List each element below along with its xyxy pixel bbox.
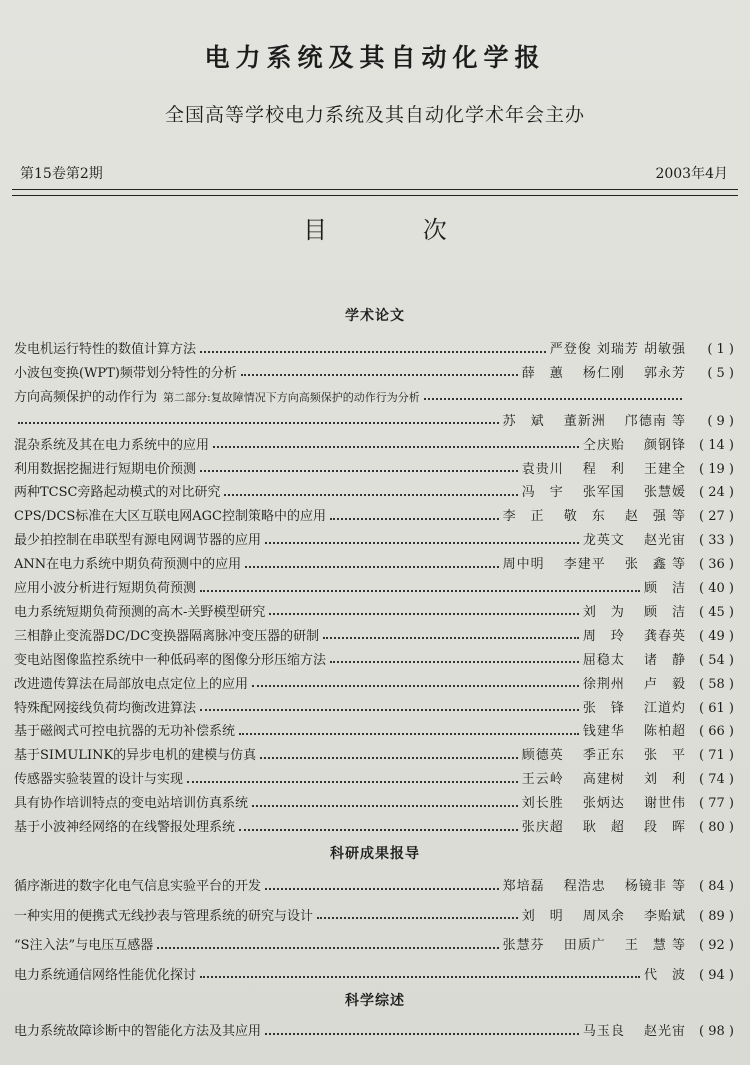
toc-entry bbox=[14, 744, 734, 765]
entry-authors: 仝庆贻 颜钢锋 bbox=[582, 437, 686, 453]
section-heading: 学术论文 bbox=[345, 308, 405, 324]
entry-page: ( 14 ) bbox=[699, 437, 734, 453]
dot-leader bbox=[18, 422, 499, 424]
dot-leader bbox=[269, 613, 578, 615]
entry-title: 具有协作培训特点的变电站培训仿真系统 bbox=[14, 796, 249, 812]
entry-title: 传感器实验装置的设计与实现 bbox=[14, 772, 184, 788]
entry-authors: 王云岭 高建树 刘 利 bbox=[521, 772, 686, 788]
entry-page: ( 92 ) bbox=[699, 938, 734, 953]
entry-authors: 张慧芬 田质广 王 慧 等 bbox=[502, 938, 686, 953]
entry-authors: 刘 明 周凤余 李贻斌 bbox=[521, 908, 686, 924]
entry-title: ANN在电力系统中期负荷预测中的应用 bbox=[14, 557, 242, 573]
toc-entry bbox=[14, 720, 734, 741]
header-rule bbox=[12, 189, 738, 190]
dot-leader bbox=[200, 470, 518, 472]
entry-page: ( 61 ) bbox=[699, 700, 734, 716]
dot-leader bbox=[200, 590, 640, 592]
journal-title: 电力系统及其自动化学报 bbox=[204, 43, 546, 72]
toc-entry bbox=[14, 816, 734, 837]
entry-page: ( 9 ) bbox=[707, 413, 734, 429]
entry-title: 利用数据挖掘进行短期电价预测 bbox=[14, 461, 197, 477]
dot-leader bbox=[317, 917, 518, 919]
dot-leader bbox=[224, 494, 517, 496]
entry-page: ( 58 ) bbox=[699, 676, 734, 692]
entry-page: ( 36 ) bbox=[699, 557, 734, 573]
entry-page: ( 33 ) bbox=[699, 533, 734, 549]
section-heading: 科学综述 bbox=[345, 993, 405, 1009]
entry-page: ( 27 ) bbox=[699, 509, 734, 525]
entry-title: 混杂系统及其在电力系统中的应用 bbox=[14, 437, 210, 453]
entry-title: 小波包变换(WPT)频带划分特性的分析 bbox=[14, 365, 237, 381]
entry-page: ( 71 ) bbox=[699, 748, 734, 764]
entry-title: 应用小波分析进行短期负荷预测 bbox=[14, 581, 197, 596]
entry-authors: 张庆超 耿 超 段 晖 bbox=[521, 820, 686, 835]
entry-title: 方向高频保护的动作行为 bbox=[14, 389, 158, 405]
toc-entry bbox=[14, 964, 734, 985]
entry-page: ( 77 ) bbox=[699, 796, 734, 812]
toc-entry bbox=[14, 529, 734, 550]
toc-entry bbox=[14, 338, 734, 359]
entry-title: 两种TCSC旁路起动模式的对比研究 bbox=[14, 485, 221, 501]
dot-leader bbox=[241, 374, 518, 376]
toc-entry bbox=[14, 410, 734, 431]
entry-page: ( 54 ) bbox=[699, 652, 734, 668]
toc-entry bbox=[14, 386, 734, 407]
entry-title: CPS/DCS标准在大区互联电网AGC控制策略中的应用 bbox=[14, 509, 326, 525]
entry-authors: 冯 宇 张军国 张慧媛 bbox=[521, 485, 686, 501]
entry-title: 电力系统故障诊断中的智能化方法及其应用 bbox=[14, 1024, 262, 1039]
entry-title: 特殊配网接线负荷均衡改进算法 bbox=[14, 700, 197, 716]
toc-entry bbox=[14, 362, 734, 383]
toc-entry bbox=[14, 1020, 734, 1041]
entry-authors: 严登俊 刘瑞芳 胡敏强 bbox=[549, 342, 686, 357]
entry-page: ( 94 ) bbox=[699, 967, 734, 983]
dot-leader bbox=[157, 947, 498, 949]
entry-authors: 袁贵川 程 利 王建全 bbox=[521, 461, 686, 477]
dot-leader bbox=[239, 733, 579, 735]
entry-title: 电力系统短期负荷预测的高木-关野模型研究 bbox=[14, 604, 266, 620]
dot-leader bbox=[200, 976, 640, 978]
entry-page: ( 66 ) bbox=[699, 724, 734, 740]
toc-entry bbox=[14, 553, 734, 574]
entry-page: ( 1 ) bbox=[707, 342, 734, 357]
entry-authors: 刘长胜 张炳达 谢世伟 bbox=[521, 796, 686, 812]
entry-authors: 苏 斌 董新洲 邝德南 等 bbox=[502, 413, 686, 429]
dot-leader bbox=[200, 709, 579, 711]
section-heading: 科研成果报导 bbox=[330, 846, 420, 862]
entry-authors: 李 正 敬 东 赵 强 等 bbox=[502, 509, 686, 525]
entry-authors: 徐荆州 卢 毅 bbox=[582, 676, 686, 692]
entry-title: 发电机运行特性的数值计算方法 bbox=[14, 342, 197, 357]
toc-entry bbox=[14, 505, 734, 526]
entry-title: 电力系统通信网络性能优化探讨 bbox=[14, 967, 197, 983]
entry-authors: 龙英文 赵光宙 bbox=[582, 533, 686, 549]
entry-page: ( 74 ) bbox=[699, 772, 734, 788]
dot-leader bbox=[330, 518, 499, 520]
entry-title: 基于SIMULINK的异步电机的建模与仿真 bbox=[14, 748, 257, 764]
entry-page: ( 98 ) bbox=[699, 1024, 734, 1039]
entry-title: 三相静止变流器DC/DC变换器隔离脉冲变压器的研制 bbox=[14, 628, 320, 644]
dot-leader bbox=[213, 446, 579, 448]
entry-page: ( 19 ) bbox=[699, 461, 734, 477]
toc-title: 目 次 bbox=[303, 216, 491, 244]
dot-leader bbox=[323, 637, 579, 639]
issue-date: 2003年4月 bbox=[655, 166, 728, 182]
entry-page: ( 84 ) bbox=[699, 879, 734, 894]
dot-leader bbox=[187, 781, 518, 783]
entry-title: 改进遗传算法在局部放电点定位上的应用 bbox=[14, 676, 249, 692]
entry-title: 基于小波神经网络的在线警报处理系统 bbox=[14, 820, 236, 835]
issue-row bbox=[20, 163, 728, 183]
entry-authors: 郑培磊 程浩忠 杨镜非 等 bbox=[502, 879, 686, 894]
toc-entry bbox=[14, 905, 734, 926]
entry-authors: 钱建华 陈柏超 bbox=[582, 724, 686, 740]
entry-title: 一种实用的便携式无线抄表与管理系统的研究与设计 bbox=[14, 908, 314, 924]
entry-authors: 马玉良 赵光宙 bbox=[582, 1024, 686, 1039]
dot-leader bbox=[239, 829, 518, 831]
dot-leader bbox=[330, 661, 579, 663]
toc-entry bbox=[14, 792, 734, 813]
toc-entry bbox=[14, 649, 734, 670]
entry-authors: 张 锋 江道灼 bbox=[582, 700, 686, 716]
entry-authors: 顾德英 季正东 张 平 bbox=[521, 748, 686, 764]
toc-entry bbox=[14, 697, 734, 718]
dot-leader bbox=[265, 1033, 579, 1035]
toc-entry bbox=[14, 458, 734, 479]
entry-authors: 刘 为 顾 洁 bbox=[582, 604, 686, 620]
toc-entry bbox=[14, 768, 734, 789]
dot-leader bbox=[252, 685, 579, 687]
toc-entry bbox=[14, 625, 734, 646]
toc-entry bbox=[14, 577, 734, 598]
toc-entry bbox=[14, 673, 734, 694]
dot-leader bbox=[265, 542, 579, 544]
entry-title: 循序渐进的数字化电气信息实验平台的开发 bbox=[14, 879, 262, 894]
entry-subtitle: 第二部分:复故障情况下方向高频保护的动作行为分析 bbox=[163, 390, 420, 404]
entry-authors: 代 波 bbox=[643, 967, 686, 983]
entry-authors: 薛 蕙 杨仁刚 郭永芳 bbox=[521, 365, 686, 381]
entry-authors: 周中明 李建平 张 鑫 等 bbox=[502, 557, 686, 573]
dot-leader bbox=[265, 888, 499, 890]
sponsor-line: 全国高等学校电力系统及其自动化学术年会主办 bbox=[164, 104, 585, 126]
dot-leader bbox=[424, 398, 682, 400]
entry-title: 最少拍控制在串联型有源电网调节器的应用 bbox=[14, 533, 262, 549]
entry-authors: 屈稳太 诸 静 bbox=[582, 652, 686, 668]
toc-entry bbox=[14, 481, 734, 502]
entry-title: 变电站图像监控系统中一种低码率的图像分形压缩方法 bbox=[14, 652, 327, 668]
issue-number: 第15卷第2期 bbox=[20, 166, 103, 182]
dot-leader bbox=[252, 805, 518, 807]
entry-page: ( 24 ) bbox=[699, 485, 734, 501]
dot-leader bbox=[260, 757, 518, 759]
entry-authors: 顾 洁 bbox=[643, 581, 686, 596]
entry-page: ( 80 ) bbox=[699, 820, 734, 835]
entry-title: “S注入法”与电压互感器 bbox=[14, 938, 154, 953]
toc-entry bbox=[14, 434, 734, 455]
entry-page: ( 5 ) bbox=[707, 365, 734, 381]
entry-page: ( 89 ) bbox=[699, 908, 734, 924]
dot-leader bbox=[245, 566, 498, 568]
entry-authors: 周 玲 龚春英 bbox=[582, 628, 686, 644]
entry-page: ( 45 ) bbox=[699, 604, 734, 620]
toc-entry bbox=[14, 875, 734, 896]
dot-leader bbox=[200, 351, 546, 353]
toc-entry bbox=[14, 934, 734, 955]
entry-page: ( 49 ) bbox=[699, 628, 734, 644]
entry-title: 基于磁阀式可控电抗器的无功补偿系统 bbox=[14, 724, 236, 740]
entry-page: ( 40 ) bbox=[699, 581, 734, 596]
toc-entry bbox=[14, 601, 734, 622]
header-rule-thin bbox=[12, 195, 738, 196]
